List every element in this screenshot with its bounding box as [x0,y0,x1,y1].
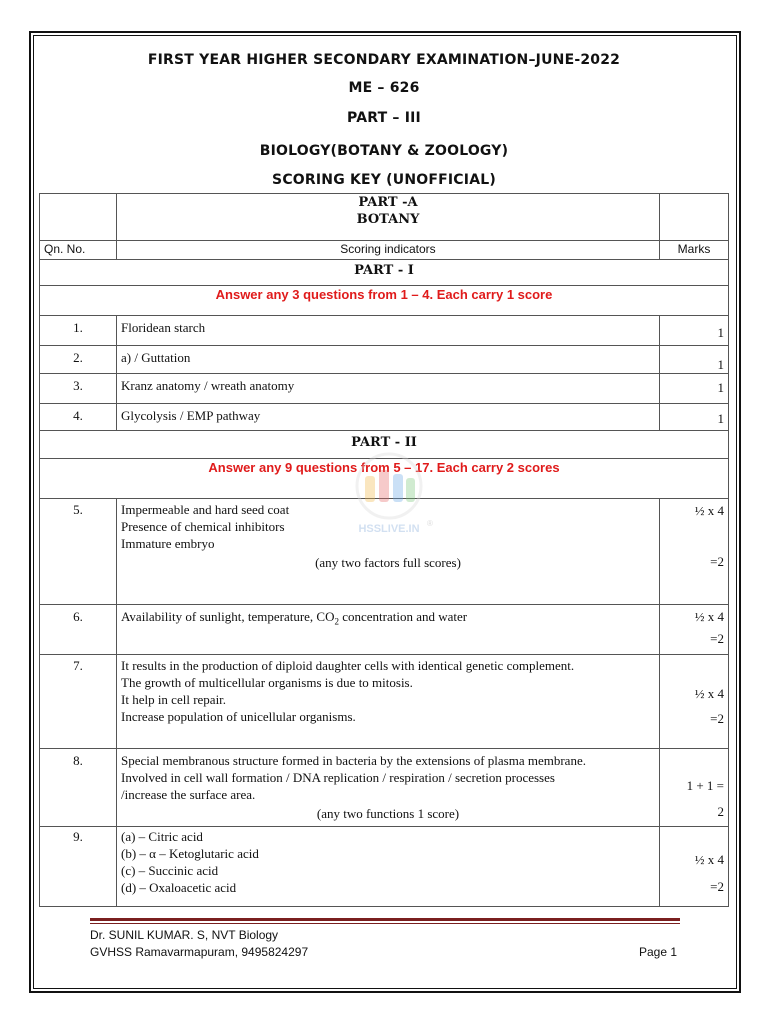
col-header-qn: Qn. No. [40,241,117,260]
watermark-figure-icon [393,474,403,502]
question-number: 4. [40,404,117,431]
col-header-marks: Marks [660,241,729,260]
table-row [40,655,729,749]
answer-line: The growth of multicellular organisms is due to mitosis. [121,675,413,690]
watermark-figure-icon [379,470,389,502]
footer-rule [90,918,680,921]
answer-line: /increase the surface area. [121,787,256,802]
table-row [40,827,729,907]
part1-title: PART - I [40,260,729,286]
answer-line: Immature embryo [121,536,215,551]
table-row [40,749,729,827]
part2-instruction: Answer any 9 questions from 5 – 17. Each carry 2 scores [40,459,729,499]
answer-line: (d) – Oxaloacetic acid [121,880,237,895]
marks [660,655,729,749]
table-row [40,346,729,374]
part-a-heading-row [40,194,729,241]
exam-part: PART – III [347,110,421,126]
marks-formula: ½ x 4 [694,609,724,624]
answer-line: Involved in cell wall formation / DNA replication / respiration / secretion processes [121,770,555,785]
answer-text: Availability of sunlight, temperature, $CO_2$ concentration and water [117,605,660,655]
footer-page-number: Page 1 [639,945,678,959]
question-number: 5. [40,499,117,605]
question-number: 1. [40,316,117,346]
table-row [40,605,729,655]
answer-text: a) / Guttation [117,346,660,374]
answer-line: Increase population of unicellular organisms. [121,709,356,724]
col-header-indicators: Scoring indicators [117,241,660,260]
part-a-heading [117,194,660,241]
answer-line: (c) – Succinic acid [121,863,219,878]
answer-note: (any two factors full scores) [315,555,461,570]
question-number: 3. [40,374,117,404]
watermark-registered-mark: ® [427,519,433,528]
footer-school: GVHSS Ramavarmapuram, 9495824297 [90,945,309,959]
botany-label: BOTANY [356,212,420,227]
question-number: 7. [40,655,117,749]
marks-formula: ½ x 4 [694,852,724,867]
answer-text: Floridean starch [117,316,660,346]
watermark-figure-icon [365,476,375,502]
answer-line: Special membranous structure formed in bacteria by the extensions of plasma membrane. [121,753,586,768]
marks-total: =2 [710,711,724,726]
marks-total: =2 [710,879,724,894]
table-row [40,316,729,346]
exam-code: ME – 626 [348,80,420,96]
answer-text: Kranz anatomy / wreath anatomy [117,374,660,404]
answer-line: It help in cell repair. [121,692,227,707]
question-number: 9. [40,827,117,907]
answer-text [117,827,660,907]
marks: 1 [660,346,729,374]
question-number: 2. [40,346,117,374]
marks [660,605,729,655]
part1-instruction-row [40,286,729,316]
question-number: 8. [40,749,117,827]
footer-author: Dr. SUNIL KUMAR. S, NVT Biology [90,928,279,942]
part1-instruction: Answer any 3 questions from 1 – 4. Each carry 1 score [40,286,729,316]
watermark-text: HSSLIVE.IN [358,523,420,535]
marks [660,499,729,605]
marks-formula: ½ x 4 [694,686,724,701]
table-row [40,404,729,431]
marks: 1 [660,374,729,404]
marks: 1 [660,316,729,346]
scoring-key-table [39,193,729,907]
marks [660,827,729,907]
answer-text [117,655,660,749]
part1-title-row [40,260,729,286]
key-type: SCORING KEY (UNOFFICIAL) [272,172,496,188]
hsslive-watermark [343,450,435,550]
answer-line: It results in the production of diploid daughter cells with identical genetic complement. [121,658,575,673]
marks-total: =2 [710,554,724,569]
marks-formula: 1 + 1 = [686,778,724,793]
answer-text: Glycolysis / EMP pathway [117,404,660,431]
part2-title: PART - II [40,431,729,459]
exam-subject: BIOLOGY(BOTANY & ZOOLOGY) [259,143,509,159]
answer-line: (a) – Citric acid [121,829,203,844]
answer-line: (b) – α – Ketoglutaric acid [121,846,259,861]
answer-note: (any two functions 1 score) [316,806,460,821]
watermark-figure-icon [406,478,415,502]
answer-line: Impermeable and hard seed coat [121,502,290,517]
question-number: 6. [40,605,117,655]
marks-total: =2 [710,631,724,646]
marks-formula: ½ x 4 [694,503,724,518]
table-row [40,374,729,404]
answer-line: Presence of chemical inhibitors [121,519,285,534]
marks: 1 [660,404,729,431]
exam-title: FIRST YEAR HIGHER SECONDARY EXAMINATION–JUNE-2022 [147,52,621,68]
column-header-row [40,241,729,260]
marks [660,749,729,827]
answer-text [117,749,660,827]
footer-rule-thin [90,923,680,924]
marks-total: 2 [717,804,724,819]
part-a-label: PART -A [358,195,418,210]
